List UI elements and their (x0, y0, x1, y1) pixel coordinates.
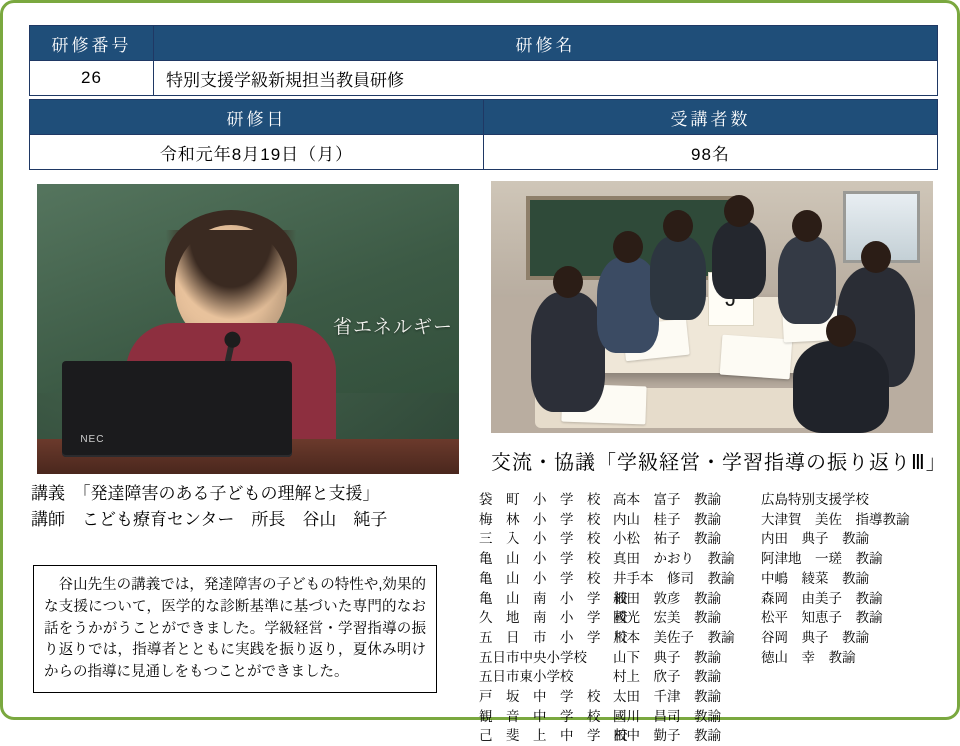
table-row-values-1 (30, 61, 938, 96)
list-item: 袋 町 小 学 校 (479, 492, 601, 507)
table-row-headers-2 (30, 100, 938, 135)
list-item: 川本 美佐子 教諭 (613, 629, 735, 645)
list-item: 谷岡 典子 教諭 (761, 629, 869, 645)
participant-head (826, 315, 856, 347)
participant-head (553, 266, 583, 298)
header-training-name: 研修名 (154, 26, 938, 61)
header-training-number: 研修番号 (30, 26, 154, 61)
list-item: 亀 山 南 小 学 校 (479, 590, 628, 606)
value-attendees: 98名 (484, 135, 938, 170)
value-training-date: 令和元年8月19日（月） (30, 135, 484, 170)
training-info-table (29, 25, 938, 96)
list-item: 小松 祐子 教諭 (613, 531, 721, 547)
lecture-photo (37, 184, 459, 474)
list-item: 山下 典子 教諭 (613, 649, 721, 665)
list-item: 村上 欣子 教諭 (613, 669, 721, 685)
left-caption-line-1: 講義 「発達障害のある子どもの理解と支援」 (31, 484, 380, 503)
laptop (62, 361, 292, 457)
board-text: 省エネルギー (332, 315, 453, 338)
list-item: 大津賀 美佐 指導教諭 (761, 511, 910, 527)
list-item: 徳山 幸 教諭 (761, 649, 856, 665)
list-item: 真田 かおり 教諭 (613, 551, 735, 567)
participant-head (861, 241, 891, 273)
left-caption-line-2: 講師 こども療育センター 所長 谷山 純子 (31, 510, 388, 530)
list-item: 三 入 小 学 校 (479, 531, 601, 547)
participant-head (663, 210, 693, 242)
list-item: 観 音 中 学 校 (479, 708, 601, 724)
list-item: 松平 知恵子 教諭 (761, 610, 883, 626)
list-item: 高本 富子 教諭 (613, 492, 721, 507)
roster-school-column (479, 490, 628, 746)
laptop-brand-label: NEC (80, 433, 105, 445)
list-item: 森岡 由美子 教諭 (761, 590, 883, 606)
participant (531, 292, 605, 412)
participant-comment-box: 谷山先生の講義では，発達障害の子どもの特性や,効果的な支援について，医学的な診断基準に基づいた専門的なお話をうかがうことができました。学級経営・学習指導の振り返りでは，指導者とともに実践を振り返り，夏休み明けからの指導に見通しをもつことができました。 (33, 565, 437, 693)
list-item: 細田 敦彦 教諭 (613, 590, 721, 606)
participant-head (792, 210, 822, 242)
list-item: 五日市東小学校 (479, 669, 574, 685)
participant (650, 236, 706, 320)
list-item: 亀 山 小 学 校 (479, 551, 601, 567)
roster-school-title: 広島特別支援学校 (761, 492, 869, 507)
list-item: 己 斐 上 中 学 校 (479, 728, 628, 744)
header-training-date: 研修日 (30, 100, 484, 135)
left-photo-caption (31, 481, 471, 534)
participant (778, 236, 836, 324)
list-item: 中嶋 綾菜 教諭 (761, 570, 869, 586)
list-item: 五日市中央小学校 (479, 649, 587, 665)
lecturer-hair-front (161, 230, 301, 326)
list-item: 亀 山 小 学 校 (479, 570, 601, 586)
list-item: 五 日 市 小 学 校 (479, 629, 628, 645)
roster-name-column (613, 490, 735, 746)
header-attendees: 受講者数 (484, 100, 938, 135)
roster-special-school-column (761, 490, 910, 667)
right-photo-caption: 交流・協議「学級経営・学習指導の振り返りⅢ」 (491, 452, 947, 474)
value-training-name: 特別支援学級新規担当教員研修 (154, 61, 938, 96)
list-item: 國川 昌司 教諭 (613, 708, 721, 724)
participant (712, 221, 766, 299)
table-row-values-2 (30, 135, 938, 170)
table-row-headers-1 (30, 26, 938, 61)
list-item: 内田 典子 教諭 (761, 531, 869, 547)
participant-head (613, 231, 643, 263)
list-item: 國光 宏美 教諭 (613, 610, 721, 626)
training-date-table (29, 99, 938, 170)
list-item: 戸 坂 中 学 校 (479, 689, 601, 705)
list-item: 阿津地 一瑳 教諭 (761, 551, 883, 567)
list-item: 田中 勤子 教諭 (613, 728, 721, 744)
value-training-number: 26 (30, 61, 154, 96)
list-item: 梅 林 小 学 校 (479, 511, 601, 527)
list-item: 久 地 南 小 学 校 (479, 610, 628, 626)
list-item: 内山 桂子 教諭 (613, 511, 721, 527)
group-discussion-photo (491, 181, 933, 433)
list-item: 太田 千津 教諭 (613, 689, 721, 705)
participant (793, 341, 889, 433)
handout (720, 335, 793, 380)
participant-head (724, 195, 754, 227)
list-item: 井手本 修司 教諭 (613, 570, 735, 586)
